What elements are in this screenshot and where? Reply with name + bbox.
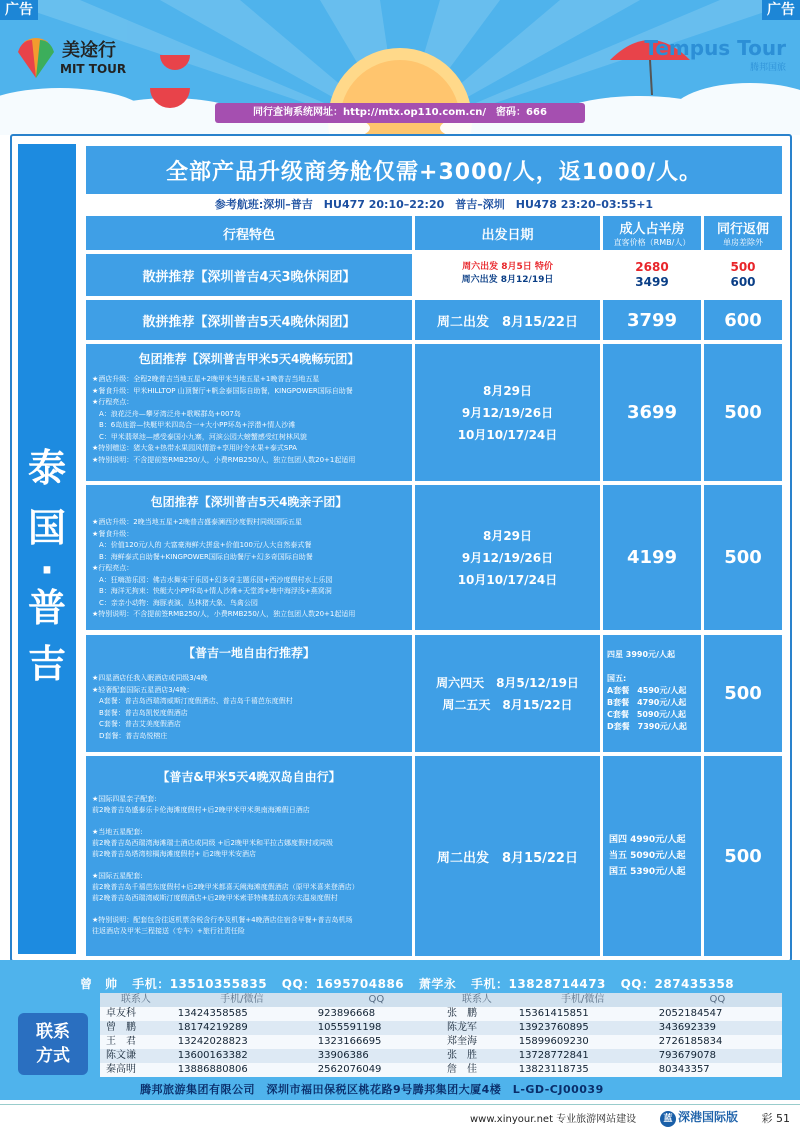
side-char: 普 xyxy=(27,586,66,630)
date-line: 8月29日 xyxy=(482,383,533,398)
contact-name: 陈龙军 xyxy=(441,1021,513,1035)
contact-name: 詹 佳 xyxy=(441,1063,513,1077)
contact-phone[interactable]: 13424358585 xyxy=(172,1007,312,1021)
price-line: B套餐 4790元/人起 xyxy=(607,698,687,707)
row3-bullets xyxy=(92,374,408,466)
contact-phone[interactable]: 18174219289 xyxy=(172,1021,312,1035)
header-cell: 联系人 xyxy=(441,993,513,1007)
tempus-tour-logo xyxy=(644,36,786,73)
manager1-phone[interactable]: 手机：13510355835 xyxy=(132,977,268,991)
manager2-phone[interactable]: 手机：13828714473 xyxy=(471,977,606,991)
contact-phone[interactable]: 13823118735 xyxy=(513,1063,653,1077)
contact-table xyxy=(100,993,782,1077)
contact-name: 卓友科 xyxy=(100,1007,172,1021)
bullet-line: C套餐：普吉艾美度假酒店 xyxy=(92,720,181,728)
row6-price xyxy=(603,756,701,956)
bullet-line: B套餐：普吉岛凯悦度假酒店 xyxy=(92,708,188,717)
contact-qq[interactable]: 80343357 xyxy=(653,1063,782,1077)
side-char: · xyxy=(39,548,55,592)
col-head-dates: 出发日期 xyxy=(415,216,600,250)
bullet-line: ★国际四星亲子配套: xyxy=(92,795,157,803)
contact-name: 张 胜 xyxy=(441,1049,513,1063)
row2-title[interactable]: 散拼推荐【深圳普吉5天4晚休闲团】 xyxy=(86,300,412,340)
contact-phone[interactable]: 15361415851 xyxy=(513,1007,653,1021)
contact-phone[interactable]: 13242028823 xyxy=(172,1035,312,1049)
bullet-line: B：海鲜泰式自助餐+KINGPOWER国际自助餐厅+幻多奇国际自助餐 xyxy=(92,552,313,561)
logo-right-text: Tempus Tour xyxy=(644,36,786,60)
price-line: 国五 5390元/人起 xyxy=(609,867,686,877)
contact-qq[interactable]: 1055591198 xyxy=(312,1021,441,1035)
row4-title[interactable]: 包团推荐【深圳普吉5天4晚亲子团】 xyxy=(150,495,348,509)
price-line: D套餐 7390元/人起 xyxy=(607,722,687,731)
bullet-line: ★特别说明：配套包含往返机票含税含行李及机餐+4晚酒店住宿含早餐+普吉岛机场 xyxy=(92,916,353,924)
row4-commission: 500 xyxy=(704,485,782,630)
watermelon-icon xyxy=(150,55,190,108)
contact-name: 郑奎海 xyxy=(441,1035,513,1049)
upgrade-banner: 全部产品升级商务舱仅需+3000/人，返1000/人。 xyxy=(86,146,782,194)
price-head-sub: 直客价格（RMB/人） xyxy=(613,238,691,247)
bullet-line: 前2晚普吉岛千禧芭东度假村+后2晚甲米都喜天阙海滩度假酒店（原甲米喜来登酒店） xyxy=(92,883,359,891)
ad-label-left: 广告 xyxy=(0,0,38,20)
bullet-line: ★酒店升级：2晚当地五星+2晚普吉盛泰澜西沙度假村同级国际五星 xyxy=(92,518,303,526)
side-char: 吉 xyxy=(27,642,66,686)
company-address: 腾邦旅游集团有限公司 深圳市福田保税区桃花路9号腾邦集团大厦4楼 L-GD-CJ00039 xyxy=(140,1083,604,1096)
contact-qq[interactable]: 2726185834 xyxy=(653,1035,782,1049)
price-line: C套餐 5090元/人起 xyxy=(607,710,687,719)
bullet-line: 前2晚普吉岛西瑞湾威斯汀度假酒店+后2晚甲米索菲特佛基拉高尔夫温泉度假村 xyxy=(92,894,338,902)
contact-qq[interactable]: 923896668 xyxy=(312,1007,441,1021)
date-line: 8月29日 xyxy=(482,528,533,543)
row2-dates: 周二出发 8月15/22日 xyxy=(415,300,600,340)
contact-name: 王 君 xyxy=(100,1035,172,1049)
footer-brand xyxy=(660,1108,738,1127)
contact-phone[interactable]: 15899609230 xyxy=(513,1035,653,1049)
flight-info: 参考航班:深圳–普吉 HU477 20:10–22:20 普吉–深圳 HU478 23:20–03:55+1 xyxy=(214,198,654,211)
row1-price-special: 2680 xyxy=(635,260,669,274)
row6-title[interactable]: 【普吉&甲米5天4晚双岛自由行】 xyxy=(157,770,341,784)
bullet-line: A套餐：普吉岛西瑞湾威斯汀度假酒店、普吉岛千禧芭东度假村 xyxy=(92,697,293,705)
price-head-label: 成人占半房 xyxy=(619,222,685,237)
col-head-commission xyxy=(704,216,782,250)
contact-qq[interactable]: 33906386 xyxy=(312,1049,441,1063)
page-number: 彩 51 xyxy=(761,1112,790,1125)
row1-date-regular: 周六出发 8月12/19日 xyxy=(461,275,554,285)
bullet-line: 前2晚普吉岛塔湾棕榈海滩度假村+ 后2晚甲米安酒店 xyxy=(92,850,256,858)
row2-price: 3799 xyxy=(603,300,701,340)
commission-head-label: 同行返佣 xyxy=(716,222,769,237)
contact-name: 秦高明 xyxy=(100,1063,172,1077)
row1-title[interactable]: 散拼推荐【深圳普吉4天3晚休闲团】 xyxy=(86,254,412,296)
row1-date-special: 周六出发 8月5日 特价 xyxy=(462,262,553,272)
bullet-line: ★行程亮点： xyxy=(92,398,134,406)
date-line: 10月10/17/24日 xyxy=(457,427,558,442)
side-char: 国 xyxy=(27,506,66,550)
logo-left-en: MIT TOUR xyxy=(60,62,127,76)
bullet-line: ★特别说明：不含提前签RMB250/人，小费RMB250/人，独立包团人数20+1起适用 xyxy=(92,455,356,464)
price-line: 四星 3990元/人起 xyxy=(607,650,675,659)
manager1-name: 曾 帅 xyxy=(80,977,118,991)
bullet-line: B：6岛连游—快艇甲米四岛合一+大小PP环岛+浮潜+情人沙滩 xyxy=(92,421,296,429)
row5-title[interactable]: 【普吉一地自由行推荐】 xyxy=(182,646,315,660)
manager1-qq[interactable]: QQ：1695704886 xyxy=(281,977,405,991)
row1-commission xyxy=(704,256,782,294)
contact-table-header xyxy=(100,993,782,1007)
header xyxy=(0,0,800,135)
ad-label-right: 广告 xyxy=(762,0,800,20)
header-cell: QQ xyxy=(653,993,782,1007)
table-row xyxy=(100,1035,782,1049)
price-line: A套餐 4590元/人起 xyxy=(607,686,687,695)
row5-dates xyxy=(415,635,600,752)
date-line: 周二五天 8月15/22日 xyxy=(442,697,573,712)
bullet-line: 前2晚普吉岛盛泰乐卡伦海滩度假村+后2晚甲米甲米奥南海滩假日酒店 xyxy=(92,806,310,814)
bullet-line: ★特别赠送：猪大象+热带水果园风情游+享用时令水果+泰式SPA xyxy=(92,444,297,452)
bullet-line: B：海洋无拘束：快艇大小PP环岛+情人沙滩+天堂湾+地中海浮浅+燕窝洞 xyxy=(92,587,332,595)
row4-price: 4199 xyxy=(603,485,701,630)
commission-head-sub: 单房差除外 xyxy=(723,238,763,247)
bullet-line xyxy=(92,904,410,915)
row1-dates xyxy=(415,256,600,294)
header-cell: 手机/微信 xyxy=(172,993,312,1007)
row1-comm-special: 500 xyxy=(730,260,756,274)
date-line: 周六四天 8月5/12/19日 xyxy=(436,675,579,690)
bullet-line: 前2晚普吉岛西瑞湾海滩瑞士酒店或同级 +后2晚甲米和平拉古娜度假村或同级 xyxy=(92,839,333,847)
contact-phone[interactable]: 13728772841 xyxy=(513,1049,653,1063)
logo-left-cn: 美途行 xyxy=(62,40,116,61)
contact-name: 张 鹏 xyxy=(441,1007,513,1021)
bullet-line: ★国际五星配套: xyxy=(92,872,143,880)
price-line: 国四 4990元/人起 xyxy=(609,835,686,845)
row2-commission: 600 xyxy=(704,300,782,340)
bullet-line: ★特别说明：不含提前签RMB250/人，小费RMB250/人，独立包团人数20+1起适用 xyxy=(92,610,356,618)
bullet-line: D套餐：普吉岛悦榕庄 xyxy=(92,731,168,740)
contact-qq[interactable]: 2562076049 xyxy=(312,1063,441,1077)
table-row xyxy=(100,1063,782,1077)
manager2-name: 萧学永 xyxy=(418,977,457,991)
row3-dates xyxy=(415,344,600,481)
date-line: 9月12/19/26日 xyxy=(461,550,554,565)
contact-phone[interactable]: 13600163382 xyxy=(172,1049,312,1063)
row5-detail xyxy=(86,635,412,752)
col-head-price xyxy=(603,216,701,250)
table-row xyxy=(100,1021,782,1035)
bullet-line: ★餐食升级：甲米HILLTOP 山顶餐厅+帆金泰国际自助餐，KINGPOWER国际自助餐 xyxy=(92,386,353,395)
row6-detail xyxy=(86,756,412,956)
bullet-line: A：价值120元/人的 大富豪海鲜大拼盘+价值100元/人大自然泰式餐 xyxy=(92,541,312,549)
manager-line xyxy=(80,975,744,992)
bullet-line: A：狂嗨游乐园：佛吉水舞宋干乐园+幻多奇主题乐园+西沙度假村水上乐园 xyxy=(92,575,333,584)
brand-badge-icon: 蓝 xyxy=(660,1111,676,1127)
bullet-line xyxy=(92,860,410,871)
row6-dates: 周二出发 8月15/22日 xyxy=(415,756,600,956)
bullet-line: A：浪花泛舟—攀牙湾泛舟+歌喉群岛+007岛 xyxy=(92,409,241,418)
header-cell: 手机/微信 xyxy=(513,993,653,1007)
destination-side-title xyxy=(18,144,76,954)
row3-price: 3699 xyxy=(603,344,701,481)
row6-commission: 500 xyxy=(704,756,782,956)
header-cell: 联系人 xyxy=(100,993,172,1007)
contact-phone[interactable]: 13923760895 xyxy=(513,1021,653,1035)
manager2-qq[interactable]: QQ：287435358 xyxy=(620,977,735,991)
bullet-line: C：亲亲小动物：海豚表演、丛林猪大象、鸟禽公园 xyxy=(92,598,258,607)
logo-right-sub: 腾邦国旅 xyxy=(749,63,786,73)
footer-site[interactable]: www.xinyour.net 专业旅游网站建设 xyxy=(470,1114,637,1125)
bullet-line xyxy=(92,816,410,827)
price-line: 当五 5090元/人起 xyxy=(609,851,686,861)
table-row xyxy=(100,1049,782,1063)
contact-qq[interactable]: 2052184547 xyxy=(653,1007,782,1021)
contact-qq[interactable]: 343692339 xyxy=(653,1021,782,1035)
date-line: 10月10/17/24日 xyxy=(457,572,558,587)
row5-price xyxy=(603,635,701,752)
contact-qq[interactable]: 793679078 xyxy=(653,1049,782,1063)
row6-bullets xyxy=(92,794,410,937)
contact-name: 陈文谦 xyxy=(100,1049,172,1063)
row5-commission: 500 xyxy=(704,635,782,752)
row4-dates xyxy=(415,485,600,630)
contact-label-line: 联系 xyxy=(36,1022,70,1042)
palm-logo-icon xyxy=(14,30,58,80)
row1-price-regular: 3499 xyxy=(635,275,669,289)
date-line: 9月12/19/26日 xyxy=(461,405,554,420)
bullet-line: ★酒店升级：全程2晚普吉当地五星+2晚甲米当地五星+1晚普吉当地五星 xyxy=(92,375,320,383)
footer-divider xyxy=(0,1104,800,1105)
bullet-line: ★行程亮点： xyxy=(92,564,134,572)
row1-price xyxy=(603,256,701,294)
side-char: 泰 xyxy=(27,446,66,490)
row3-commission: 500 xyxy=(704,344,782,481)
bullet-line: ★四星酒店任我入眠酒店或同级3/4晚 xyxy=(92,674,208,682)
header-cell: QQ xyxy=(312,993,441,1007)
bullet-line: 往返酒店及甲米三程接送（专车）+旅行社责任险 xyxy=(92,927,245,935)
contact-label-line: 方式 xyxy=(36,1046,70,1066)
contact-qq[interactable]: 1323166695 xyxy=(312,1035,441,1049)
bullet-line: ★轻奢配套国际五星酒店3/4晚： xyxy=(92,685,194,694)
price-line xyxy=(607,661,701,673)
bullet-line: C：甲米翡翠池—感受泰国小九寨，河滨公园大螃蟹感受红树林风貌 xyxy=(92,432,307,441)
row4-detail xyxy=(86,485,412,630)
row3-title[interactable]: 包团推荐【深圳普吉甲米5天4晚畅玩团】 xyxy=(138,352,360,366)
contact-name: 曾 鹏 xyxy=(100,1021,172,1035)
system-url-bar[interactable]: 同行查询系统网址：http://mtx.op110.com.cn/ 密码：666 xyxy=(215,103,585,123)
contact-label xyxy=(18,1013,88,1075)
footer-brand-text: 深港国际版 xyxy=(678,1110,739,1124)
row3-detail xyxy=(86,344,412,481)
row4-bullets xyxy=(92,517,408,621)
bullet-line: ★餐食升级： xyxy=(92,529,134,538)
row5-bullets xyxy=(92,673,408,742)
col-head-itinerary: 行程特色 xyxy=(86,216,412,250)
contact-phone[interactable]: 13886880806 xyxy=(172,1063,312,1077)
row1-comm-regular: 600 xyxy=(730,275,756,289)
bullet-line: ★当地五星配套: xyxy=(92,828,143,836)
mit-tour-logo xyxy=(10,28,130,98)
table-row xyxy=(100,1007,782,1021)
price-line: 国五: xyxy=(607,674,627,683)
